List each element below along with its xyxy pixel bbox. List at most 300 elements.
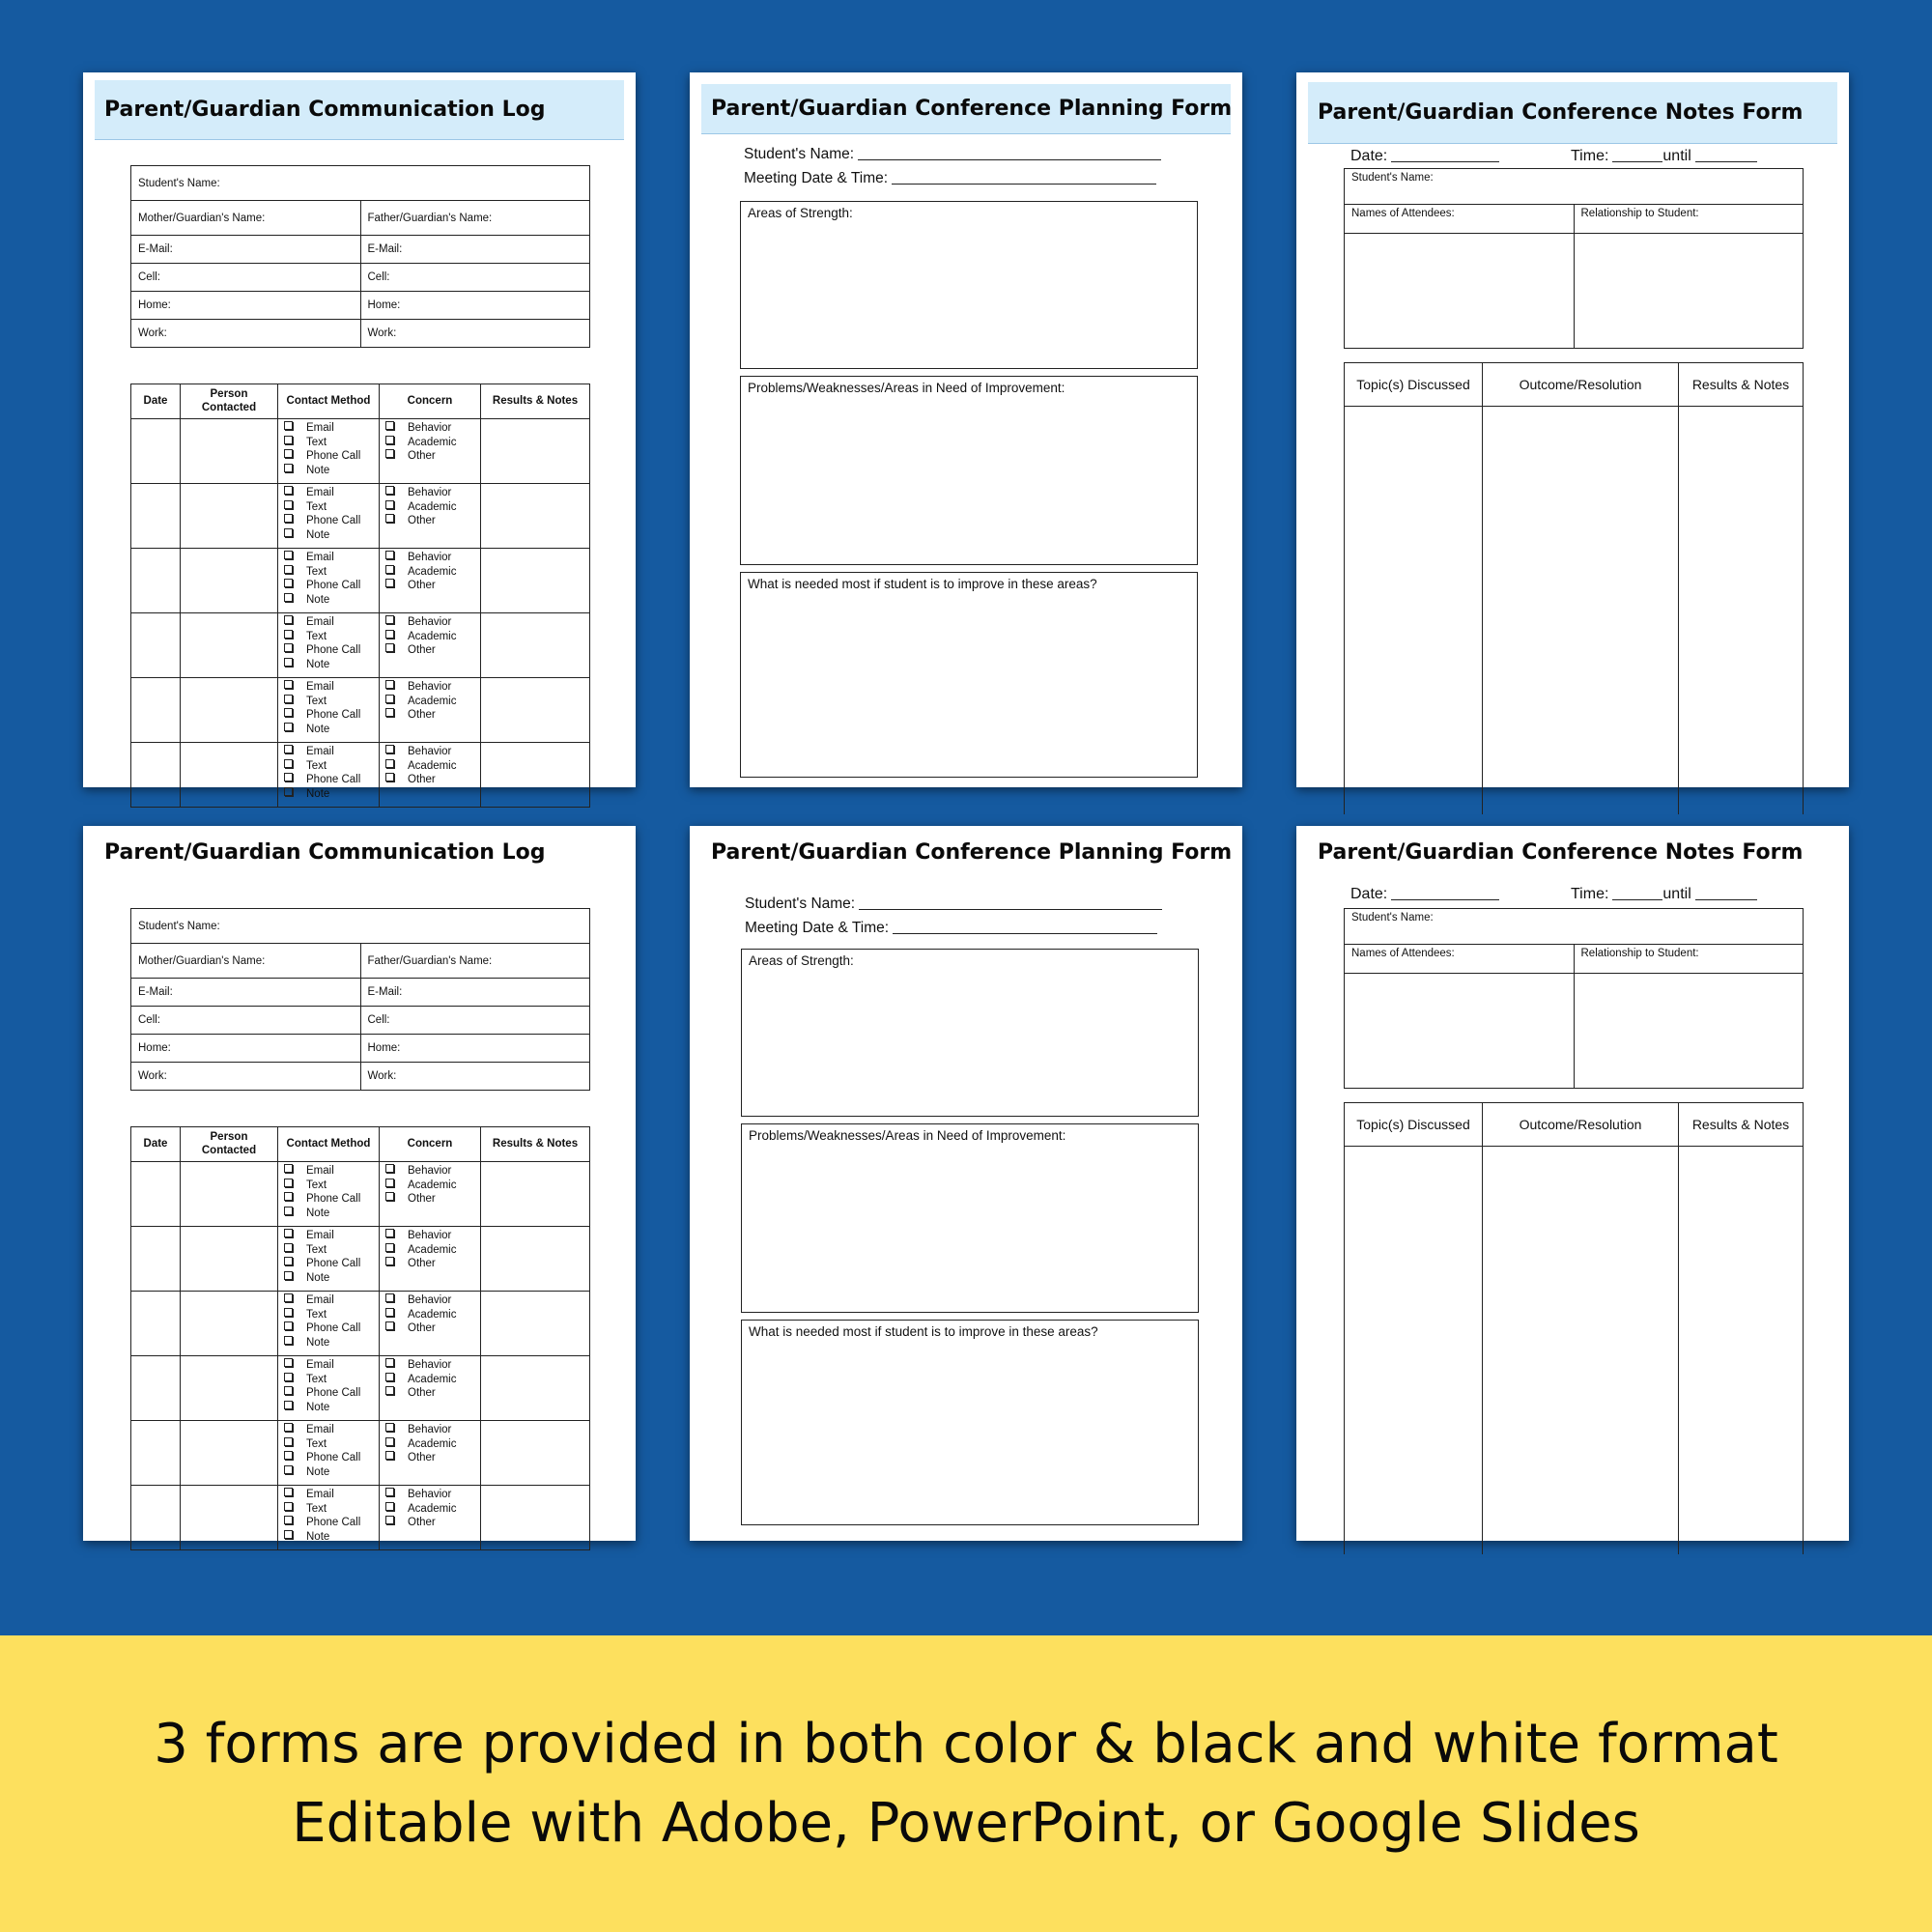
mother-cell-field[interactable]: Cell:	[131, 1007, 361, 1035]
col-concern: Concern	[380, 384, 481, 419]
option-item	[385, 1293, 480, 1308]
checkbox[interactable]	[284, 643, 293, 652]
option-label: Email	[306, 552, 334, 563]
option-item	[385, 773, 480, 787]
student-name-label: Student's Name:	[744, 146, 855, 162]
col-method: Contact Method	[278, 384, 380, 419]
results-cell[interactable]	[481, 1162, 590, 1227]
checkbox[interactable]	[284, 1386, 293, 1395]
topics-cell[interactable]	[1345, 407, 1483, 815]
checkbox[interactable]	[385, 1502, 394, 1511]
option-label: Email	[306, 1230, 334, 1241]
option-label: Phone Call	[306, 450, 361, 462]
checkbox[interactable]	[385, 579, 394, 587]
mother-email-field[interactable]: E-Mail:	[131, 979, 361, 1007]
student-name-line[interactable]	[745, 894, 1162, 913]
concern-cell	[380, 419, 481, 484]
option-item	[385, 1516, 480, 1530]
option-item	[385, 436, 480, 450]
option-item	[284, 1437, 379, 1452]
checkbox[interactable]	[284, 1257, 293, 1265]
results-cell[interactable]	[481, 419, 590, 484]
results-cell[interactable]	[1679, 1147, 1804, 1555]
option-item	[284, 1321, 379, 1336]
checkbox[interactable]	[385, 514, 394, 523]
option-label: Text	[306, 759, 327, 772]
col-outcome: Outcome/Resolution	[1483, 363, 1679, 407]
person-cell[interactable]	[181, 1486, 278, 1550]
results-cell[interactable]	[481, 484, 590, 549]
option-label: Note	[306, 1336, 330, 1349]
option-item	[385, 421, 480, 436]
option-label: Other	[408, 774, 436, 785]
checkbox[interactable]	[284, 1293, 293, 1302]
col-person: Person Contacted	[181, 384, 278, 419]
option-item	[284, 1530, 379, 1545]
checkbox[interactable]	[385, 759, 394, 768]
checkbox[interactable]	[284, 551, 293, 559]
date-cell[interactable]	[131, 549, 181, 613]
checkbox[interactable]	[385, 449, 394, 458]
checkbox[interactable]	[284, 1207, 293, 1215]
option-label: Other	[408, 1258, 436, 1269]
option-label: Text	[306, 436, 327, 448]
option-item	[385, 708, 480, 723]
needed-box[interactable]: What is needed most if student is to improve in these areas?	[741, 1320, 1199, 1525]
results-cell[interactable]	[1679, 407, 1804, 815]
table-row	[131, 1356, 590, 1421]
option-label: Phone Call	[306, 1452, 361, 1463]
concern-cell	[380, 549, 481, 613]
strength-box[interactable]: Areas of Strength:	[740, 201, 1198, 369]
option-item	[385, 1308, 480, 1322]
option-label: Phone Call	[306, 515, 361, 526]
mother-work-field[interactable]: Work:	[131, 320, 361, 348]
method-cell	[278, 484, 380, 549]
notes-form-color-page	[1296, 72, 1849, 787]
date-label: Date:	[1350, 886, 1388, 902]
checkbox[interactable]	[284, 1502, 293, 1511]
concern-cell	[380, 1292, 481, 1356]
student-name-line[interactable]	[744, 144, 1161, 163]
checkbox[interactable]	[385, 643, 394, 652]
table-row	[131, 678, 590, 743]
results-cell[interactable]	[481, 1421, 590, 1486]
date-cell[interactable]	[131, 1162, 181, 1227]
option-item	[385, 565, 480, 580]
father-cell-field[interactable]: Cell:	[360, 1007, 590, 1035]
time-line[interactable]	[1571, 146, 1757, 165]
checkbox[interactable]	[385, 630, 394, 639]
outcome-cell[interactable]	[1483, 1147, 1679, 1555]
option-item	[284, 658, 379, 672]
option-item	[284, 1257, 379, 1271]
date-cell[interactable]	[131, 1486, 181, 1550]
option-item	[284, 1488, 379, 1502]
table-row	[131, 1162, 590, 1227]
checkbox[interactable]	[284, 787, 293, 796]
table-row	[131, 484, 590, 549]
checkbox[interactable]	[284, 436, 293, 444]
option-item	[284, 551, 379, 565]
option-label: Behavior	[408, 746, 452, 757]
person-cell[interactable]	[181, 549, 278, 613]
concern-cell	[380, 484, 481, 549]
outcome-cell[interactable]	[1483, 407, 1679, 815]
checkbox[interactable]	[284, 1358, 293, 1367]
option-item	[284, 1164, 379, 1179]
checkbox[interactable]	[385, 745, 394, 753]
problems-box[interactable]: Problems/Weaknesses/Areas in Need of Improvement:	[741, 1123, 1199, 1313]
checkbox[interactable]	[385, 708, 394, 717]
mother-cell-field[interactable]: Cell:	[131, 264, 361, 292]
option-label: Phone Call	[306, 1517, 361, 1528]
person-cell[interactable]	[181, 1421, 278, 1486]
option-label: Academic	[408, 1373, 457, 1385]
checkbox[interactable]	[385, 1358, 394, 1367]
option-label: Academic	[408, 436, 457, 448]
person-cell[interactable]	[181, 1292, 278, 1356]
option-item	[385, 449, 480, 464]
checkbox[interactable]	[385, 1437, 394, 1446]
option-item	[284, 745, 379, 759]
option-item	[284, 1243, 379, 1258]
checkbox[interactable]	[284, 593, 293, 602]
table-row	[131, 549, 590, 613]
checkbox[interactable]	[385, 1321, 394, 1330]
option-label: Phone Call	[306, 774, 361, 785]
option-item	[284, 773, 379, 787]
table-row	[131, 1227, 590, 1292]
option-label: Note	[306, 1530, 330, 1543]
option-item	[284, 1373, 379, 1387]
person-cell[interactable]	[181, 1356, 278, 1421]
option-label: Email	[306, 1294, 334, 1306]
option-label: Behavior	[408, 1359, 452, 1371]
student-name-field[interactable]: Student's Name:	[131, 166, 590, 201]
checkbox[interactable]	[385, 1229, 394, 1237]
checkbox[interactable]	[284, 630, 293, 639]
option-item	[385, 1229, 480, 1243]
checkbox[interactable]	[284, 1164, 293, 1173]
checkbox[interactable]	[284, 500, 293, 509]
option-label: Academic	[408, 1243, 457, 1256]
page-title: Parent/Guardian Conference Planning Form	[701, 84, 1231, 134]
checkbox[interactable]	[385, 421, 394, 430]
option-item	[385, 1488, 480, 1502]
option-item	[385, 579, 480, 593]
option-item	[385, 1386, 480, 1401]
option-label: Phone Call	[306, 709, 361, 721]
checkbox[interactable]	[385, 1164, 394, 1173]
option-item	[284, 1271, 379, 1286]
mother-home-field[interactable]: Home:	[131, 292, 361, 320]
person-cell[interactable]	[181, 1162, 278, 1227]
option-label: Academic	[408, 500, 457, 513]
checkbox[interactable]	[385, 436, 394, 444]
table-row	[131, 419, 590, 484]
date-cell[interactable]	[131, 419, 181, 484]
caption-line-2: Editable with Adobe, PowerPoint, or Google Slides	[292, 1791, 1640, 1855]
student-name-field[interactable]: Student's Name:	[131, 909, 590, 944]
checkbox[interactable]	[284, 695, 293, 703]
results-cell[interactable]	[481, 1227, 590, 1292]
col-results: Results & Notes	[1679, 363, 1804, 407]
checkbox[interactable]	[284, 514, 293, 523]
checkbox[interactable]	[284, 528, 293, 537]
checkbox[interactable]	[284, 1488, 293, 1496]
checkbox[interactable]	[385, 1516, 394, 1524]
person-cell[interactable]	[181, 1227, 278, 1292]
checkbox[interactable]	[284, 1465, 293, 1474]
checkbox[interactable]	[385, 1423, 394, 1432]
option-item	[284, 1192, 379, 1207]
checkbox[interactable]	[385, 1243, 394, 1252]
checkbox[interactable]	[284, 1229, 293, 1237]
mother-home-field[interactable]: Home:	[131, 1035, 361, 1063]
option-item	[284, 708, 379, 723]
father-home-field[interactable]: Home:	[360, 1035, 590, 1063]
checkbox[interactable]	[385, 1257, 394, 1265]
checkbox[interactable]	[385, 1179, 394, 1187]
checkbox[interactable]	[284, 421, 293, 430]
attendees-cell[interactable]	[1345, 974, 1575, 1089]
checkbox[interactable]	[284, 1373, 293, 1381]
mother-email-field[interactable]: E-Mail:	[131, 236, 361, 264]
date-cell[interactable]	[131, 613, 181, 678]
option-item	[385, 630, 480, 644]
mother-work-field[interactable]: Work:	[131, 1063, 361, 1091]
checkbox[interactable]	[385, 1386, 394, 1395]
option-item	[284, 1465, 379, 1480]
meeting-line[interactable]	[745, 918, 1157, 937]
father-cell-field[interactable]: Cell:	[360, 264, 590, 292]
option-item	[284, 1207, 379, 1221]
col-results: Results & Notes	[1679, 1103, 1804, 1147]
option-label: Note	[306, 528, 330, 541]
option-label: Text	[306, 565, 327, 578]
checkbox[interactable]	[284, 579, 293, 587]
option-label: Phone Call	[306, 1322, 361, 1334]
option-item	[385, 1358, 480, 1373]
father-work-field[interactable]: Work:	[360, 320, 590, 348]
checkbox[interactable]	[284, 1401, 293, 1409]
person-cell[interactable]	[181, 613, 278, 678]
option-label: Phone Call	[306, 1258, 361, 1269]
student-name-field[interactable]: Student's Name:	[1345, 169, 1804, 205]
checkbox[interactable]	[284, 1423, 293, 1432]
checkbox[interactable]	[284, 773, 293, 781]
option-label: Other	[408, 1517, 436, 1528]
checkbox[interactable]	[385, 615, 394, 624]
checkbox[interactable]	[385, 500, 394, 509]
checkbox[interactable]	[385, 1192, 394, 1201]
checkbox[interactable]	[284, 745, 293, 753]
checkbox[interactable]	[284, 1308, 293, 1317]
checkbox[interactable]	[284, 759, 293, 768]
relationship-header: Relationship to Student:	[1574, 205, 1804, 234]
option-item	[284, 1336, 379, 1350]
checkbox[interactable]	[284, 464, 293, 472]
col-topics: Topic(s) Discussed	[1345, 363, 1483, 407]
relationship-cell[interactable]	[1574, 234, 1804, 349]
checkbox[interactable]	[284, 680, 293, 689]
method-cell	[278, 1227, 380, 1292]
checkbox[interactable]	[385, 1488, 394, 1496]
option-item	[385, 500, 480, 515]
method-cell	[278, 419, 380, 484]
date-cell[interactable]	[131, 1227, 181, 1292]
results-cell[interactable]	[481, 743, 590, 808]
checkbox[interactable]	[284, 1271, 293, 1280]
checkbox[interactable]	[385, 1373, 394, 1381]
meeting-label: Meeting Date & Time:	[744, 170, 889, 186]
checkbox[interactable]	[284, 1321, 293, 1330]
checkbox[interactable]	[385, 695, 394, 703]
option-item	[284, 787, 379, 802]
option-item	[284, 449, 379, 464]
date-cell[interactable]	[131, 1356, 181, 1421]
option-item	[284, 1293, 379, 1308]
option-item	[284, 1423, 379, 1437]
problems-box[interactable]: Problems/Weaknesses/Areas in Need of Improvement:	[740, 376, 1198, 565]
date-cell[interactable]	[131, 1421, 181, 1486]
option-item	[385, 514, 480, 528]
date-cell[interactable]	[131, 678, 181, 743]
checkbox[interactable]	[385, 1308, 394, 1317]
date-cell[interactable]	[131, 1292, 181, 1356]
date-line[interactable]	[1350, 146, 1499, 165]
checkbox[interactable]	[284, 486, 293, 495]
checkbox[interactable]	[284, 723, 293, 731]
topics-cell[interactable]	[1345, 1147, 1483, 1555]
attendees-cell[interactable]	[1345, 234, 1575, 349]
option-label: Behavior	[408, 616, 452, 628]
checkbox[interactable]	[284, 565, 293, 574]
option-label: Academic	[408, 565, 457, 578]
option-item	[284, 565, 379, 580]
log-rows	[131, 1162, 590, 1550]
date-line[interactable]	[1350, 884, 1499, 903]
checkbox[interactable]	[385, 773, 394, 781]
checkbox[interactable]	[284, 1336, 293, 1345]
relationship-cell[interactable]	[1574, 974, 1804, 1089]
method-cell	[278, 1486, 380, 1550]
checkbox[interactable]	[284, 1437, 293, 1446]
option-item	[385, 1243, 480, 1258]
results-cell[interactable]	[481, 549, 590, 613]
option-item	[284, 464, 379, 478]
checkbox[interactable]	[284, 1451, 293, 1460]
option-label: Other	[408, 709, 436, 721]
father-email-field[interactable]: E-Mail:	[360, 979, 590, 1007]
option-label: Text	[306, 1437, 327, 1450]
option-label: Text	[306, 630, 327, 642]
communication-log-table	[130, 1126, 590, 1550]
father-email-field[interactable]: E-Mail:	[360, 236, 590, 264]
checkbox[interactable]	[284, 449, 293, 458]
option-label: Note	[306, 787, 330, 800]
person-cell[interactable]	[181, 419, 278, 484]
col-method: Contact Method	[278, 1127, 380, 1162]
results-cell[interactable]	[481, 1486, 590, 1550]
date-cell[interactable]	[131, 743, 181, 808]
option-item	[385, 1257, 480, 1271]
concern-cell	[380, 743, 481, 808]
father-name-field[interactable]: Father/Guardian's Name:	[360, 944, 590, 979]
option-label: Text	[306, 1179, 327, 1191]
table-row	[131, 613, 590, 678]
needed-box[interactable]: What is needed most if student is to improve in these areas?	[740, 572, 1198, 778]
mother-name-field[interactable]: Mother/Guardian's Name:	[131, 201, 361, 236]
mother-name-field[interactable]: Mother/Guardian's Name:	[131, 944, 361, 979]
strength-box[interactable]: Areas of Strength:	[741, 949, 1199, 1117]
checkbox[interactable]	[284, 615, 293, 624]
option-label: Academic	[408, 630, 457, 642]
option-label: Academic	[408, 1179, 457, 1191]
person-cell[interactable]	[181, 678, 278, 743]
option-item	[284, 723, 379, 737]
option-item	[284, 436, 379, 450]
checkbox[interactable]	[284, 708, 293, 717]
option-label: Behavior	[408, 1294, 452, 1306]
option-label: Text	[306, 1243, 327, 1256]
father-name-field[interactable]: Father/Guardian's Name:	[360, 201, 590, 236]
attendees-header: Names of Attendees:	[1345, 205, 1575, 234]
student-name-field[interactable]: Student's Name:	[1345, 909, 1804, 945]
option-item	[385, 1373, 480, 1387]
results-cell[interactable]	[481, 613, 590, 678]
checkbox[interactable]	[385, 1293, 394, 1302]
checkbox[interactable]	[284, 658, 293, 667]
option-item	[385, 695, 480, 709]
person-cell[interactable]	[181, 743, 278, 808]
checkbox[interactable]	[284, 1192, 293, 1201]
option-item	[284, 1386, 379, 1401]
meeting-line[interactable]	[744, 168, 1156, 187]
time-line[interactable]	[1571, 884, 1757, 903]
option-label: Email	[306, 616, 334, 628]
checkbox[interactable]	[284, 1530, 293, 1539]
col-outcome: Outcome/Resolution	[1483, 1103, 1679, 1147]
until-label: until	[1662, 886, 1691, 902]
attendees-header: Names of Attendees:	[1345, 945, 1575, 974]
checkbox[interactable]	[385, 680, 394, 689]
results-cell[interactable]	[481, 1356, 590, 1421]
father-work-field[interactable]: Work:	[360, 1063, 590, 1091]
checkbox[interactable]	[385, 565, 394, 574]
checkbox[interactable]	[284, 1516, 293, 1524]
concern-cell	[380, 613, 481, 678]
checkbox[interactable]	[385, 551, 394, 559]
results-cell[interactable]	[481, 678, 590, 743]
option-item	[385, 759, 480, 774]
checkbox[interactable]	[284, 1243, 293, 1252]
results-cell[interactable]	[481, 1292, 590, 1356]
option-label: Email	[306, 1489, 334, 1500]
checkbox[interactable]	[385, 1451, 394, 1460]
relationship-header: Relationship to Student:	[1574, 945, 1804, 974]
person-cell[interactable]	[181, 484, 278, 549]
option-item	[284, 1401, 379, 1415]
checkbox[interactable]	[284, 1179, 293, 1187]
date-cell[interactable]	[131, 484, 181, 549]
log-rows	[131, 419, 590, 808]
option-item	[284, 579, 379, 593]
father-home-field[interactable]: Home:	[360, 292, 590, 320]
checkbox[interactable]	[385, 486, 394, 495]
option-item	[284, 514, 379, 528]
